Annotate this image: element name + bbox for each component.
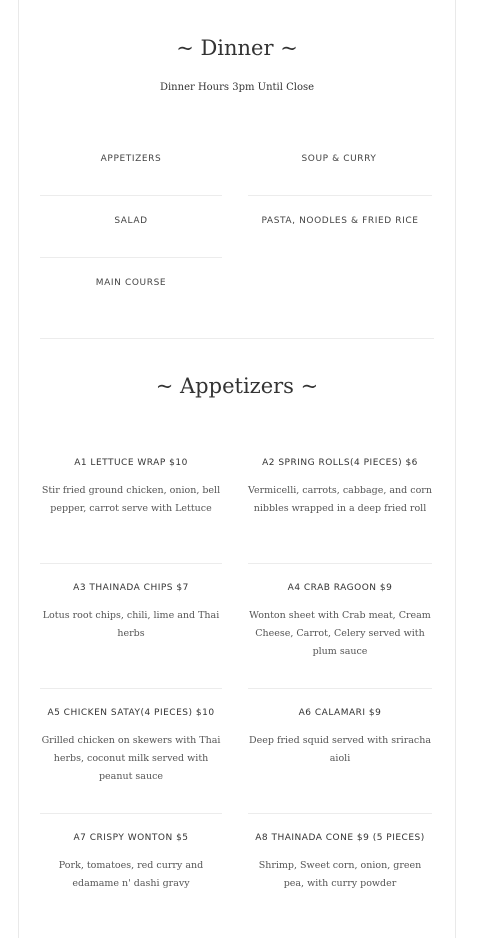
menu-item-name: A2 SPRING ROLLS(4 PIECES) $6	[262, 458, 418, 468]
menu-item-name: A7 CRISPY WONTON $5	[73, 833, 189, 843]
menu-item	[39, 458, 223, 518]
menu-item	[248, 708, 432, 768]
menu-item-description: Wonton sheet with Crab meat, Cream Cheese, Carrot, Celery served with plum sauce	[249, 610, 431, 657]
nav-soup-curry[interactable]: SOUP & CURRY	[301, 154, 377, 164]
menu-item	[248, 583, 432, 661]
menu-item	[39, 583, 223, 643]
menu-page	[18, 0, 456, 938]
nav-divider	[40, 257, 222, 258]
nav-divider	[40, 195, 222, 196]
menu-item-description: Lotus root chips, chili, lime and Thai herbs	[42, 610, 220, 639]
item-divider	[248, 563, 432, 564]
menu-item-name: A5 CHICKEN SATAY(4 PIECES) $10	[47, 708, 215, 718]
menu-item-description: Grilled chicken on skewers with Thai herbs, coconut milk served with peanut sauce	[41, 735, 221, 782]
menu-item	[39, 833, 223, 893]
dinner-hours: Dinner Hours 3pm Until Close	[159, 82, 315, 93]
dinner-title: ~ Dinner ~	[176, 36, 298, 60]
menu-item-name: A4 CRAB RAGOON $9	[287, 583, 393, 593]
nav-main-course[interactable]: MAIN COURSE	[95, 278, 167, 288]
item-divider	[40, 563, 222, 564]
nav-appetizers[interactable]: APPETIZERS	[100, 154, 162, 164]
item-divider	[248, 813, 432, 814]
menu-item-name: A1 LETTUCE WRAP $10	[74, 458, 188, 468]
nav-pasta-noodles[interactable]: PASTA, NOODLES & FRIED RICE	[261, 216, 419, 226]
menu-item-name: A8 THAINADA CONE $9 (5 PIECES)	[255, 833, 425, 843]
menu-item	[248, 458, 432, 518]
item-divider	[40, 813, 222, 814]
menu-item-description: Shrimp, Sweet corn, onion, green pea, with curry powder	[258, 860, 422, 889]
item-divider	[40, 688, 222, 689]
menu-item-name: A3 THAINADA CHIPS $7	[73, 583, 189, 593]
menu-item	[248, 833, 432, 893]
menu-item-description: Deep fried squid served with sriracha aioli	[248, 735, 431, 764]
nav-salad[interactable]: SALAD	[114, 216, 148, 226]
menu-item-name: A6 CALAMARI $9	[298, 708, 382, 718]
menu-item	[39, 708, 223, 786]
menu-item-description: Vermicelli, carrots, cabbage, and corn nibbles wrapped in a deep fried roll	[248, 485, 432, 514]
item-divider	[248, 688, 432, 689]
section-divider	[40, 338, 434, 339]
appetizers-title: ~ Appetizers ~	[155, 374, 319, 398]
menu-item-description: Stir fried ground chicken, onion, bell pepper, carrot serve with Lettuce	[41, 485, 221, 514]
nav-divider	[248, 195, 432, 196]
menu-item-description: Pork, tomatoes, red curry and edamame n' dashi gravy	[58, 860, 204, 889]
